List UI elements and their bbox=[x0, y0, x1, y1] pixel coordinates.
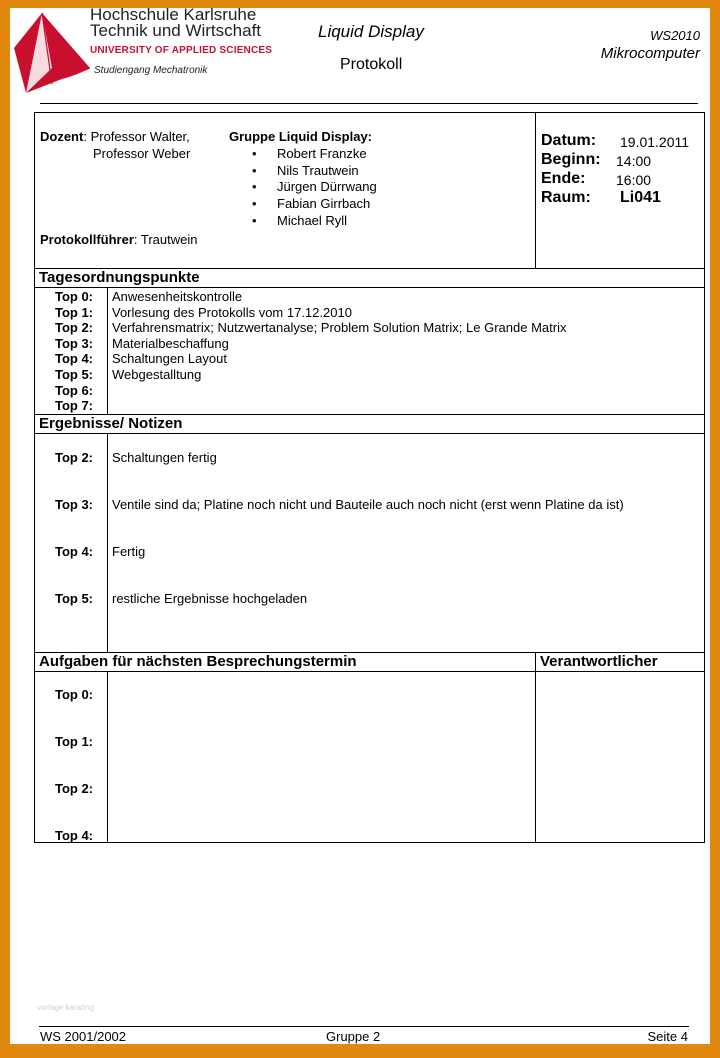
agenda-items bbox=[108, 288, 705, 415]
agenda-top-label: Top 5: bbox=[54, 366, 93, 382]
agenda-item-text bbox=[112, 383, 704, 399]
agenda-item-text bbox=[112, 398, 704, 414]
results-item-text: Schaltungen fertig bbox=[112, 449, 217, 465]
room-value: Li041 bbox=[620, 189, 661, 206]
end-value: 16:00 bbox=[616, 172, 652, 188]
footer-left: WS 2001/2002 bbox=[40, 1029, 127, 1044]
agenda-top-label: Top 6: bbox=[54, 382, 93, 398]
tasks-top-label: Top 4: bbox=[54, 827, 93, 843]
results-item-text: restliche Ergebnisse hochgeladen bbox=[112, 590, 308, 606]
agenda-item-text: Vorlesung des Protokolls vom 17.12.2010 bbox=[112, 304, 352, 320]
group-label: Gruppe Liquid Display: bbox=[229, 129, 373, 144]
tasks-content-cell bbox=[108, 671, 536, 842]
agenda-item-text: Webgestalltung bbox=[112, 366, 202, 382]
footer-divider bbox=[39, 1026, 689, 1027]
university-name-line1: Hochschule Karlsruhe bbox=[90, 5, 257, 24]
date-value: 19.01.2011 bbox=[620, 134, 690, 150]
lecturer-value: : Professor Walter, bbox=[83, 129, 190, 144]
footer-center: Gruppe 2 bbox=[326, 1029, 381, 1044]
semester-label: WS2010 bbox=[650, 28, 700, 43]
lecturer-line bbox=[40, 129, 190, 144]
results-top-label: Top 5: bbox=[54, 590, 93, 606]
results-item-text: Ventile sind da; Platine noch nicht und Bauteile auch noch nicht (erst wenn Platine da ist) bbox=[112, 496, 624, 512]
agenda-top-labels bbox=[35, 288, 108, 415]
course-label: Mikrocomputer bbox=[600, 45, 700, 62]
lecturer-value-2: Professor Weber bbox=[93, 146, 191, 161]
agenda-top-label: Top 2: bbox=[54, 320, 93, 336]
document-title: Liquid Display bbox=[318, 22, 424, 41]
tasks-top-labels bbox=[35, 671, 108, 842]
date-label: Datum: bbox=[541, 132, 597, 149]
agenda-item-text: Anwesenheitskontrolle bbox=[112, 289, 243, 304]
results-items bbox=[108, 433, 705, 652]
tasks-heading: Aufgaben für nächsten Besprechungstermin bbox=[35, 652, 536, 671]
agenda-heading: Tagesordnungspunkte bbox=[35, 269, 705, 288]
results-top-label: Top 3: bbox=[54, 496, 93, 512]
start-label: Beginn: bbox=[541, 151, 601, 168]
agenda-top-label: Top 7: bbox=[54, 398, 93, 414]
meeting-info-cell bbox=[35, 113, 536, 269]
member-item: • Robert Franzke bbox=[277, 146, 377, 163]
agenda-item-text: Schaltungen Layout bbox=[112, 351, 227, 367]
responsible-heading: Verantwortlicher bbox=[536, 652, 705, 671]
results-item-text: Fertig bbox=[112, 543, 146, 559]
agenda-item-text: Verfahrensmatrix; Nutzwertanalyse; Problem Solution Matrix; Le Grande Matrix bbox=[112, 320, 567, 336]
university-name-line3: UNIVERSITY OF APPLIED SCIENCES bbox=[90, 45, 273, 56]
header-divider bbox=[40, 103, 698, 104]
university-name-line2: Technik und Wirtschaft bbox=[90, 21, 262, 40]
tasks-top-label: Top 1: bbox=[54, 733, 93, 749]
results-top-labels bbox=[35, 433, 108, 652]
footer-page-number: Seite 4 bbox=[647, 1029, 688, 1044]
tasks-top-label: Top 2: bbox=[54, 780, 93, 796]
date-info-cell bbox=[536, 113, 705, 269]
agenda-top-label: Top 0: bbox=[54, 289, 93, 304]
tasks-top-label: Top 0: bbox=[54, 686, 93, 702]
member-item: • Michael Ryll bbox=[277, 213, 377, 230]
lecturer-label: Dozent bbox=[40, 129, 84, 144]
results-heading: Ergebnisse/ Notizen bbox=[35, 414, 705, 433]
member-item: • Jürgen Dürrwang bbox=[277, 179, 377, 196]
responsible-content-cell bbox=[536, 671, 705, 842]
agenda-item-text: Materialbeschaffung bbox=[112, 335, 229, 351]
university-logo-icon bbox=[12, 8, 92, 98]
study-program: Studiengang Mechatronik bbox=[94, 65, 208, 76]
agenda-top-label: Top 4: bbox=[54, 351, 93, 367]
member-item: • Nils Trautwein bbox=[277, 163, 377, 180]
start-value: 14:00 bbox=[616, 153, 652, 169]
end-label: Ende: bbox=[541, 170, 586, 187]
agenda-top-label: Top 3: bbox=[54, 335, 93, 351]
member-item: • Fabian Girrbach bbox=[277, 196, 377, 213]
member-list bbox=[277, 146, 377, 230]
agenda-top-label: Top 1: bbox=[54, 304, 93, 320]
document-subtitle: Protokoll bbox=[340, 56, 403, 73]
results-top-label: Top 2: bbox=[54, 449, 93, 465]
recorder-label: Protokollführer bbox=[40, 232, 134, 247]
recorder-value: : Trautwein bbox=[133, 232, 198, 247]
protocol-table bbox=[34, 112, 705, 843]
recorder-line bbox=[40, 232, 198, 247]
room-label: Raum: bbox=[541, 189, 591, 206]
watermark-text: vorlage karating bbox=[37, 1003, 94, 1012]
results-top-label: Top 4: bbox=[54, 543, 93, 559]
